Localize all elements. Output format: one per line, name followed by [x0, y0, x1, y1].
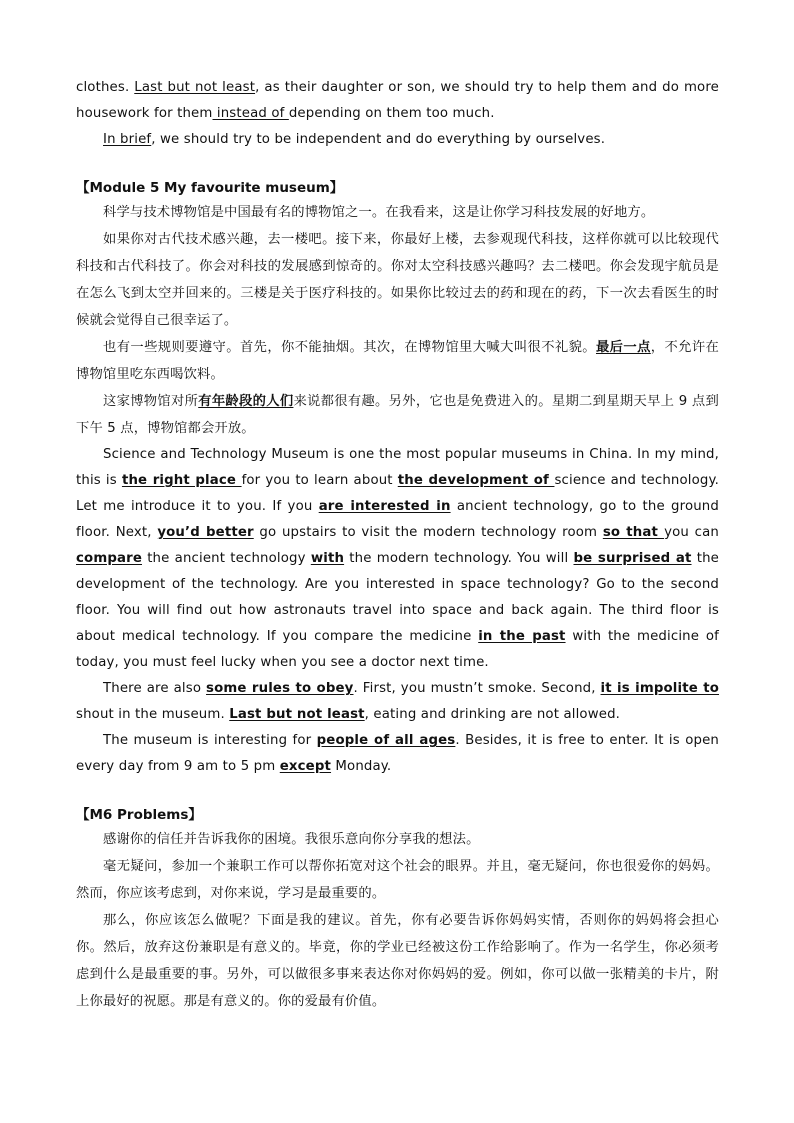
phrase-are-interested-in: are interested in	[318, 499, 451, 514]
m6-heading: 【M6 Problems】	[76, 807, 202, 823]
module5-en-paragraph-3: The museum is interesting for people of all ages. Besides, it is free to enter. It is open every day from 9 am to 5 pm except Monday.	[76, 733, 719, 774]
phrase-in-brief: In brief	[103, 132, 152, 147]
m6-cn-paragraph-3: 那么，你应该怎么做呢？下面是我的建议。首先，你有必要告诉你妈妈实情，否则你的妈妈将会担心你。然后，放弃这份兼职是有意义的。毕竟，你的学业已经被这份工作给影响了。作为一名学生，你必须考虑到什么是最重要的事。另外，可以做很多事来表达你对你妈妈的爱。例如，你可以做一张精美的卡片，附上你最好的祝愿。那是有意义的。你的爱最有价值。	[76, 913, 719, 1009]
module5-cn-paragraph-1: 科学与技术博物馆是中国最有名的博物馆之一。在我看来，这是让你学习科技发展的好地方。	[103, 205, 655, 220]
phrase-with: with	[310, 551, 345, 566]
module5-en-paragraph-2: There are also some rules to obey. First, you mustn’t smoke. Second, it is impolite to shout in the museum. Last but not least, eating and drinking are not allowed.	[76, 681, 720, 722]
m6-cn-paragraph-1: 感谢你的信任并告诉我你的困境。我很乐意向你分享我的想法。	[103, 832, 480, 847]
phrase-in-the-past: in the past	[478, 629, 566, 644]
intro-paragraph-1: clothes. Last but not least, as their daughter or son, we should try to help them and do more housework for them instead of depending on them too much.	[76, 80, 719, 121]
phrase-be-surprised-at: be surprised at	[573, 551, 692, 566]
phrase-some-rules-to-obey: some rules to obey	[206, 681, 354, 696]
phrase-last-but-not-least-bold: Last but not least	[229, 707, 365, 722]
phrase-zuihou-yidian: 最后一点	[595, 340, 651, 355]
module5-cn-paragraph-4: 这家博物馆对所有年龄段的人们来说都很有趣。另外，它也是免费进入的。星期二到星期天早上 9 点到下午 5 点，博物馆都会开放。	[76, 394, 719, 436]
module5-heading: 【Module 5 My favourite museum】	[76, 180, 344, 196]
phrase-all-ages-cn: 有年龄段的人们	[198, 394, 294, 409]
intro-paragraph-2: In brief, we should try to be independent and do everything by ourselves.	[103, 132, 606, 147]
phrase-it-is-impolite-to: it is impolite to	[600, 681, 720, 696]
phrase-last-but-not-least: Last but not least	[134, 80, 256, 95]
document-page	[76, 75, 719, 1015]
m6-cn-paragraph-2: 毫无疑问，参加一个兼职工作可以帮你拓宽对这个社会的眼界。并且，毫无疑问，你也很爱你的妈妈。然而，你应该考虑到，对你来说，学习是最重要的。	[76, 859, 719, 901]
phrase-people-of-all-ages: people of all ages	[316, 733, 456, 748]
phrase-youd-better: you’d better	[157, 525, 254, 540]
phrase-the-development-of: the development of	[397, 473, 555, 488]
module5-cn-paragraph-2: 如果你对古代技术感兴趣，去一楼吧。接下来，你最好上楼，去参观现代科技，这样你就可以比较现代科技和古代科技了。你会对科技的发展感到惊奇的。你对太空科技感兴趣吗？去二楼吧。你会发现宇航员是在怎么飞到太空并回来的。三楼是关于医疗科技的。如果你比较过去的药和现在的药，下一次去看医生的时候就会觉得自己很幸运了。	[76, 232, 719, 328]
phrase-compare: compare	[76, 551, 142, 566]
module5-cn-paragraph-3: 也有一些规则要遵守。首先，你不能抽烟。其次，在博物馆里大喊大叫很不礼貌。最后一点，不允许在博物馆里吃东西喝饮料。	[76, 340, 719, 382]
phrase-instead-of: instead of	[212, 106, 289, 121]
module5-en-paragraph-1: Science and Technology Museum is one the most popular museums in China. In my mind, this is the right place for you to learn about the development of science and technology. Let me introduce it to you. If you are interested in ancient technology, go to the ground floor. Next, you’d better go upstairs to visit the modern technology room so that you can compare the ancient technology with the modern technology. You will be surprised at the development of the technology. Are you interested in space technology? Go to the second floor. You will find out how astronauts travel into space and back again. The third floor is about medical technology. If you compare the medicine in the past with the medicine of today, you must feel lucky when you see a doctor next time.	[76, 447, 719, 670]
phrase-the-right-place: the right place	[121, 473, 242, 488]
phrase-so-that: so that	[602, 525, 665, 540]
phrase-except: except	[279, 759, 332, 774]
